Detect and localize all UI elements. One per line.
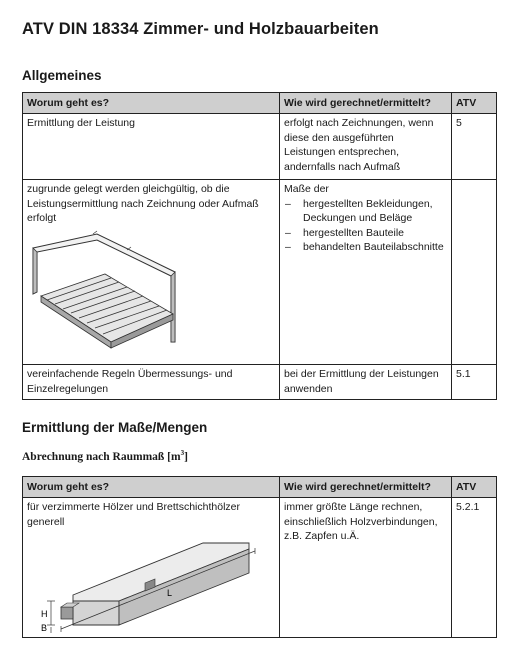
column-header-atv: ATV	[452, 477, 497, 498]
cell-what: vereinfachende Regeln Übermessungs- und Einzelregelungen	[23, 365, 280, 400]
timber-beam-illustration	[27, 533, 271, 633]
cell-what: Ermittlung der Leistung	[23, 114, 280, 180]
table-header-row	[23, 477, 497, 498]
subsection-heading-end: ]	[184, 450, 188, 463]
section-heading-measurements: Ermittlung der Maße/Mengen	[22, 420, 208, 435]
measure-list	[284, 197, 447, 255]
cell-how-title: Maße der	[284, 183, 329, 196]
cell-how: immer größte Länge rechnen, einschließlich Holzverbindungen, z.B. Zapfen u.Ä.	[280, 498, 452, 638]
subsection-heading-sup: 3	[180, 449, 185, 457]
table-row	[23, 498, 497, 638]
column-header-atv: ATV	[452, 93, 497, 114]
subsection-heading-text: Abrechnung nach Raummaß [m	[22, 450, 181, 463]
cell-what	[23, 180, 280, 365]
height-label: H	[41, 609, 48, 620]
cell-what-text: zugrunde gelegt werden gleichgültig, ob die Leistungsermittlung nach Zeichnung oder Aufmaß erfolgt	[27, 183, 259, 225]
cell-atv: 5	[452, 114, 497, 180]
table-row	[23, 180, 497, 365]
column-header-how: Wie wird gerechnet/ermittelt?	[280, 93, 452, 114]
cell-how: erfolgt nach Zeichnungen, wenn diese den ausgeführten Leistungen entsprechen, andernfalls nach Aufmaß	[280, 114, 452, 180]
column-header-how: Wie wird gerechnet/ermittelt?	[280, 477, 452, 498]
list-item: – behandelten Bauteilabschnitte	[284, 240, 447, 254]
cell-atv	[452, 180, 497, 365]
cell-what-text: für verzimmerte Hölzer und Brettschichthölzer generell	[27, 501, 240, 528]
list-item: – hergestellten Bauteile	[284, 226, 447, 240]
cell-how: bei der Ermittlung der Leistungen anwenden	[280, 365, 452, 400]
page-title: ATV DIN 18334 Zimmer- und Holzbauarbeiten	[22, 20, 379, 38]
column-header-what: Worum geht es?	[23, 93, 280, 114]
cell-atv: 5.1	[452, 365, 497, 400]
length-label: L	[167, 588, 173, 599]
list-item: – hergestellten Bekleidungen, Deckungen und Beläge	[284, 197, 447, 226]
cell-what	[23, 498, 280, 638]
cell-atv: 5.2.1	[452, 498, 497, 638]
cell-how	[280, 180, 452, 365]
table-row	[23, 365, 497, 400]
column-header-what: Worum geht es?	[23, 477, 280, 498]
subsection-heading	[22, 449, 188, 463]
section-heading-general: Allgemeines	[22, 68, 102, 83]
width-label: B	[41, 623, 48, 634]
table-volume	[22, 476, 497, 638]
table-row	[23, 114, 497, 180]
table-header-row	[23, 93, 497, 114]
floor-covering-illustration	[27, 230, 187, 355]
table-general	[22, 92, 497, 400]
